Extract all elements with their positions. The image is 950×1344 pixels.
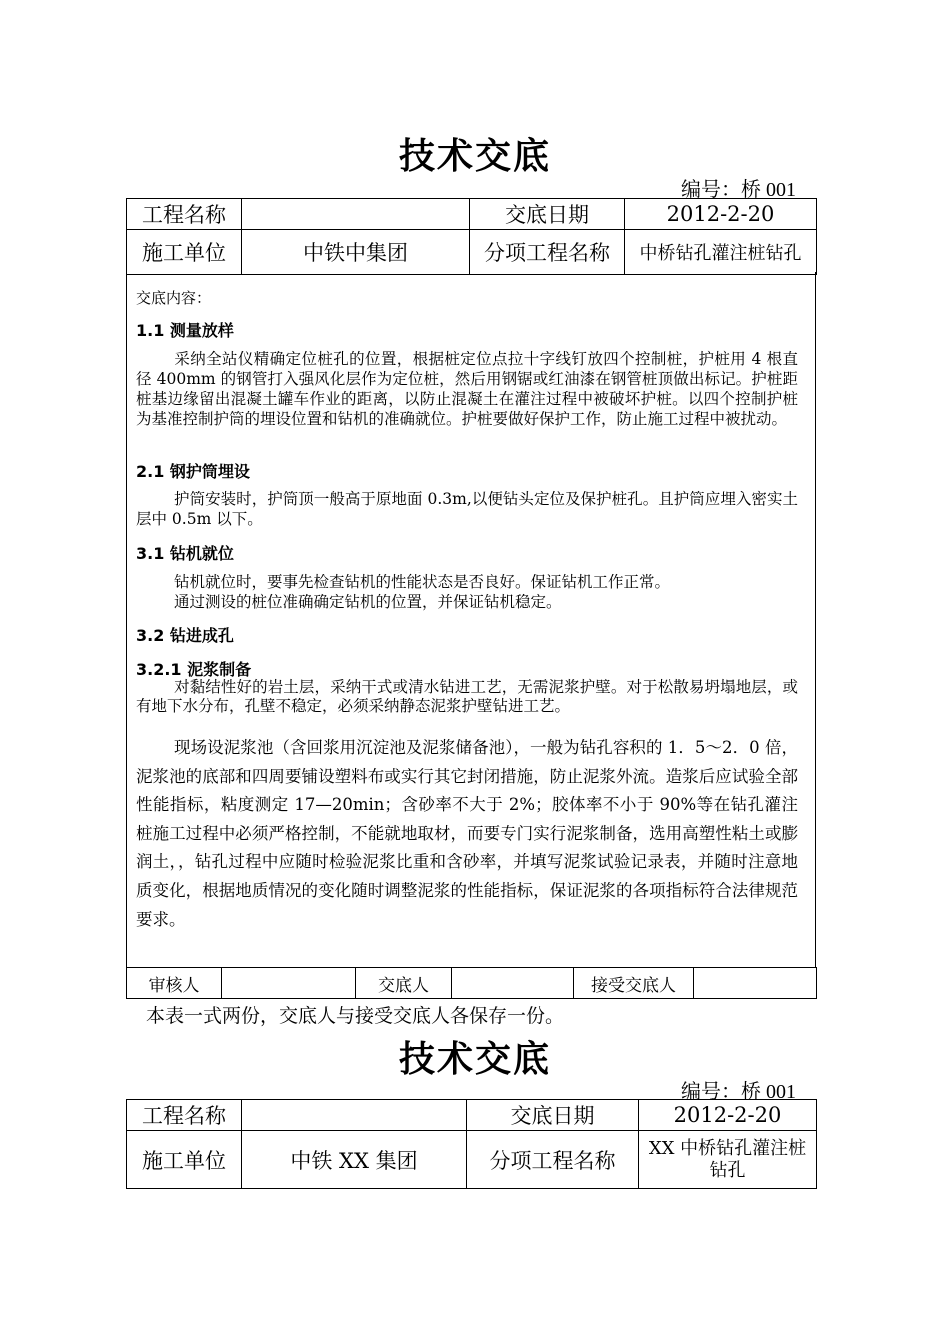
section-text: 现场设泥浆池（含回浆用沉淀池及泥浆储备池），一般为钻孔容积的 1．5～2．0 倍，泥浆池的底部和四周要铺设塑料布或实行其它封闭措施，防止泥浆外流。造浆后应试验全部性能指标，粘度测定 17—20min；含砂率不大于 2%；胶体率不小于 90%等在钻孔灌注桩施工过程中必须严格控制，不能就地取材，而要专门实行泥浆制备，选用高塑性粘土或膨润土，，钻孔过程中应随时检验泥浆比重和含砂率，并填写泥浆试验记录表，并随时注意地质变化，根据地质情况的变化随时调整泥浆的性能指标，保证泥浆的各项指标符合法律规范要求。 [136,738,798,929]
section-text: 对黏结性好的岩土层，采纳干式或清水钻进工艺，无需泥浆护壁。对于松散易坍塌地层，或有地下水分布，孔壁不稳定，必须采纳静态泥浆护壁钻进工艺。 [136,678,798,715]
reviewer-value [222,968,356,999]
sub-project-label: 分项工程名称 [467,1131,639,1189]
doc-code: 编号：桥 001 [681,179,796,201]
unit-value: 中铁 XX 集团 [242,1131,467,1189]
date-value: 2012-2-20 [639,1100,817,1131]
section-text: 采纳全站仪精确定位桩孔的位置，根据桩定位点拉十字线钉放四个控制桩，护桩用 4 根直径 400mm 的钢管打入强风化层作为定位桩，然后用钢锯或红油漆在钢管桩顶做出标记。护桩距桩基边缘留出混凝土罐车作业的距离，以防止混凝土在灌注过程中被破坏护桩。以四个控制护桩为基准控制护筒的埋设位置和钻机的准确就位。护桩要做好保护工作，防止施工过程中被扰动。 [136,350,798,428]
doc-title: 技术交底 [398,1039,551,1080]
date-label: 交底日期 [470,199,625,230]
receiver-value [694,968,817,999]
section-title: 1.1 测量放样 [136,321,234,340]
project-name-value [242,199,470,230]
project-name-value [242,1100,467,1131]
date-value: 2012-2-20 [625,199,817,230]
section-text: 护筒安装时，护筒顶一般高于原地面 0.3m,以便钻头定位及保护桩孔。且护筒应埋入密实土层中 0.5m 以下。 [136,490,798,528]
section-title: 3.2.1 泥浆制备 [136,660,252,679]
section-text: 通过测设的桩位准确确定钻机的位置，并保证钻机稳定。 [174,593,562,611]
presenter-label: 交底人 [356,968,452,999]
unit-label: 施工单位 [127,230,242,275]
date-label: 交底日期 [467,1100,639,1131]
header-table [126,198,817,275]
section-text: 钻机就位时，要事先检查钻机的性能状态是否良好。保证钻机工作正常。 [174,573,671,591]
header-table [126,1099,817,1189]
project-name-label: 工程名称 [127,199,242,230]
unit-label: 施工单位 [127,1131,242,1189]
signature-table [126,967,817,999]
footnote: 本表一式两份，交底人与接受交底人各保存一份。 [146,1005,565,1027]
sub-project-value: 中桥钻孔灌注桩钻孔 [625,230,817,275]
presenter-value [452,968,574,999]
unit-value: 中铁中集团 [242,230,470,275]
section-title: 3.1 钻机就位 [136,544,234,563]
sub-project-label: 分项工程名称 [470,230,625,275]
project-name-label: 工程名称 [127,1100,242,1131]
section-title: 2.1 钢护筒埋设 [136,462,250,481]
doc-title: 技术交底 [398,136,551,177]
doc-code: 编号：桥 001 [681,1081,796,1103]
content-label: 交底内容： [136,289,212,307]
section-title: 3.2 钻进成孔 [136,626,234,645]
reviewer-label: 审核人 [127,968,222,999]
receiver-label: 接受交底人 [574,968,694,999]
sub-project-value: XX 中桥钻孔灌注桩钻孔 [639,1131,817,1189]
